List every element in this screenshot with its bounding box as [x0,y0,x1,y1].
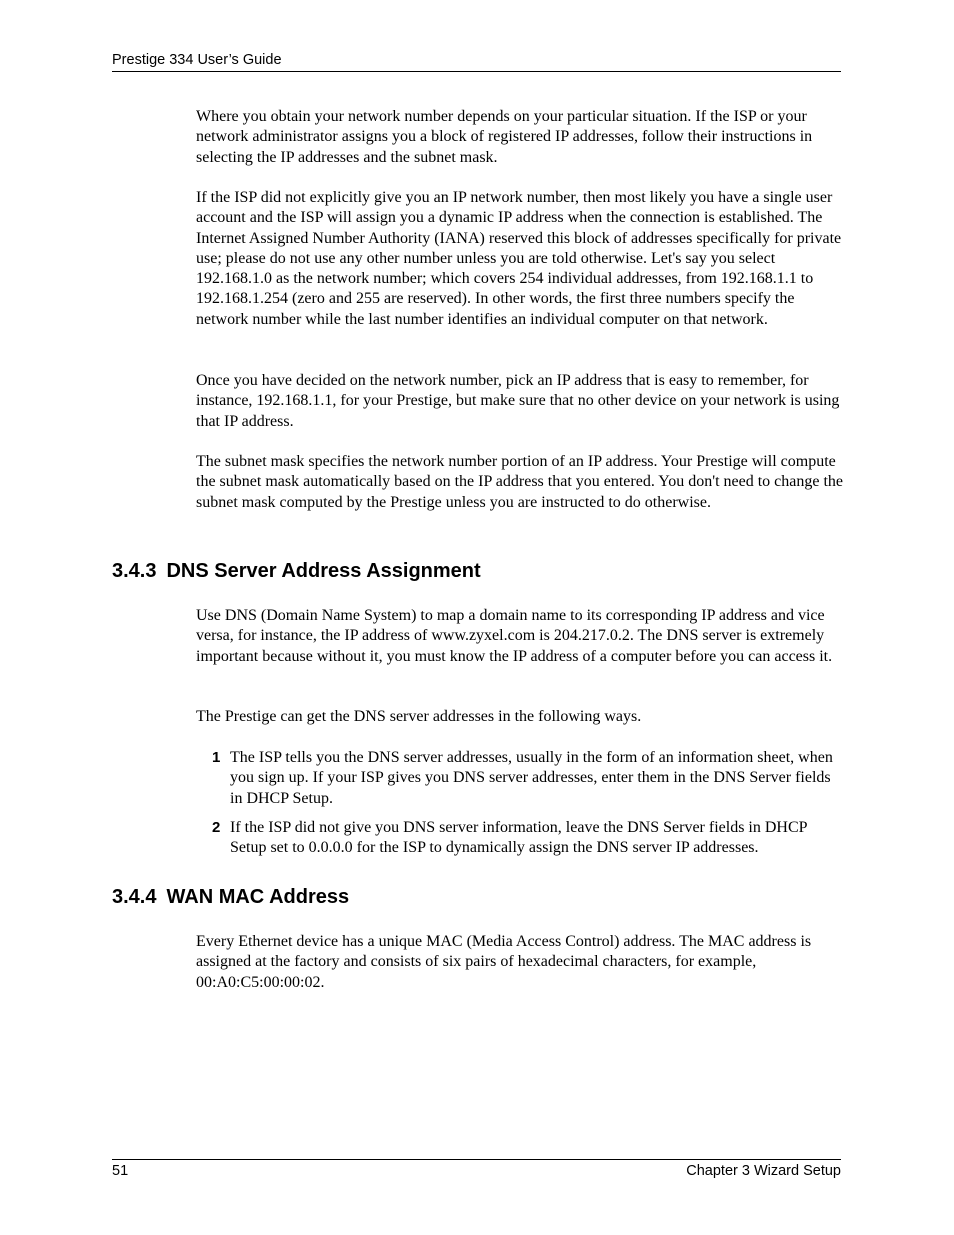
chapter-label: Chapter 3 Wizard Setup [686,1163,841,1179]
intro-paragraph-1: Where you obtain your network number depends on your particular situation. If the ISP or your network administrator assigns you a block of registered IP addresses, follow their instructions in selecting the IP addresses and the subnet mask. [196,108,813,166]
intro-paragraph-3: Once you have decided on the network number, pick an IP address that is easy to remember, for instance, 192.168.1.1, for your Prestige, but make sure that no other device on your network is using that IP address. [196,372,840,430]
section-title: DNS Server Address Assignment [166,560,481,582]
list-item-number: 1 [212,749,221,766]
wan-mac-paragraph: Every Ethernet device has a unique MAC (Media Access Control) address. The MAC address is assigned at the factory and consists of six pairs of hexadecimal characters, for example, 00:A0:C5:00:00:02. [196,933,812,991]
list-item-number: 2 [212,819,221,836]
section-title: WAN MAC Address [166,886,350,908]
dns-paragraph-1: Use DNS (Domain Name System) to map a domain name to its corresponding IP address and vice versa, for instance, the IP address of www.zyxel.com is 204.217.0.2. The DNS server is extremely important because without it, you must know the IP address of a computer before you can access it. [196,607,833,665]
list-item-text: The ISP tells you the DNS server addresses, usually in the form of an information sheet, when you sign up. If your ISP gives you DNS server addresses, enter them in the DNS Server fields in DHCP Setup. [230,749,833,807]
section-heading-wan-mac [112,885,349,909]
intro-paragraph-4: The subnet mask specifies the network number portion of an IP address. Your Prestige will compute the subnet mask automatically based on the IP address that you entered. You don't need to change the subnet mask computed by the Prestige unless you are instructed to do otherwise. [196,453,844,511]
section-number: 3.4.3 [112,560,157,582]
intro-paragraph-2: If the ISP did not explicitly give you an IP network number, then most likely you have a single user account and the ISP will assign you a dynamic IP address when the connection is established. The Internet Assigned Number Authority (IANA) reserved this block of addresses specifically for private use; please do not use any other number unless you are told otherwise. Let's say you select 192.168.1.0 as the network number; which covers 254 individual addresses, from 192.168.1.1 to 192.168.1.254 (zero and 255 are reserved). In other words, the first three numbers specify the network number while the last number identifies an individual computer on that network. [196,189,842,328]
section-heading-dns [112,559,481,583]
section-number: 3.4.4 [112,886,157,908]
page-header [112,50,841,72]
dns-paragraph-2: The Prestige can get the DNS server addresses in the following ways. [196,708,642,725]
list-item-text: If the ISP did not give you DNS server information, leave the DNS Server fields in DHCP Setup set to 0.0.0.0 for the ISP to dynamically assign the DNS server IP addresses. [230,819,807,857]
document-title: Prestige 334 User’s Guide [112,52,282,68]
page-footer [112,1159,841,1184]
page-number: 51 [112,1163,129,1179]
